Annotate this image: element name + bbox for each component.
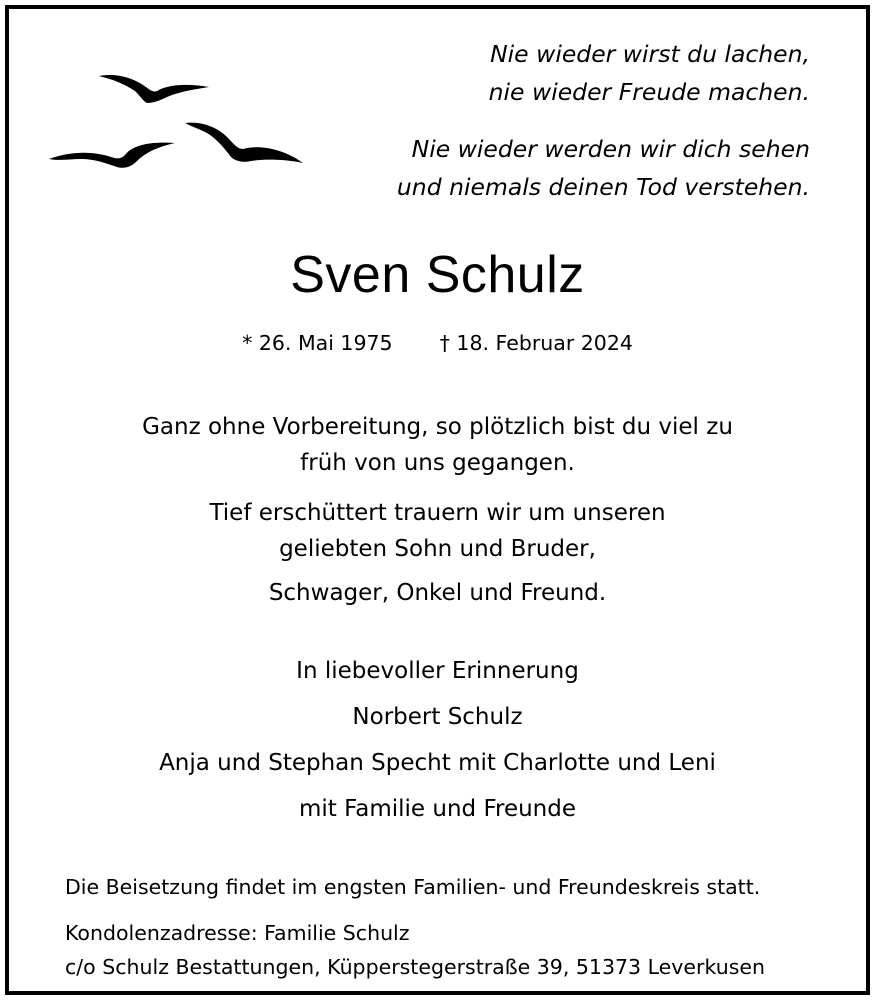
message-line: Tief erschüttert trauern wir um unseren (209, 500, 666, 526)
condolence-address: c/o Schulz Bestattungen, Küpperstegerstraße 39, 51373 Leverkusen (65, 955, 765, 979)
mourner-name: Anja und Stephan Specht mit Charlotte und Leni (159, 750, 716, 776)
bird-icon (99, 75, 209, 103)
message-line: früh von uns gegangen. (300, 450, 575, 476)
poem-line: Nie wieder wirst du lachen, (490, 40, 810, 68)
mourner-name: Norbert Schulz (352, 704, 523, 730)
message-paragraph-2 (9, 495, 866, 567)
life-dates (9, 329, 866, 357)
poem-line: nie wieder Freude machen. (488, 78, 810, 106)
poem-stanza-2 (397, 130, 810, 206)
message-paragraph-3: Schwager, Onkel und Freund. (268, 580, 607, 606)
burial-notice: Die Beisetzung findet im engsten Familien- und Freundeskreis statt. (65, 875, 761, 899)
bird-icon (185, 123, 303, 163)
mourners-intro: In liebevoller Erinnerung (296, 658, 579, 684)
poem-stanza-1 (489, 35, 810, 111)
poem-line: und niemals deinen Tod verstehen. (396, 173, 810, 201)
bird-icon (49, 143, 175, 168)
birth-date: * 26. Mai 1975 (242, 331, 393, 355)
mourner-name: mit Familie und Freunde (299, 796, 576, 822)
poem-line: Nie wieder werden wir dich sehen (411, 135, 810, 163)
death-date: † 18. Februar 2024 (439, 331, 633, 355)
message-paragraph-1 (9, 409, 866, 481)
flying-birds-icon (47, 67, 317, 177)
obituary-frame (5, 5, 870, 995)
condolence-address-label: Kondolenzadresse: Familie Schulz (65, 921, 410, 945)
message-line: geliebten Sohn und Bruder, (279, 536, 596, 562)
deceased-name: Sven Schulz (290, 246, 585, 304)
message-line: Ganz ohne Vorbereitung, so plötzlich bist du viel zu (142, 414, 733, 440)
